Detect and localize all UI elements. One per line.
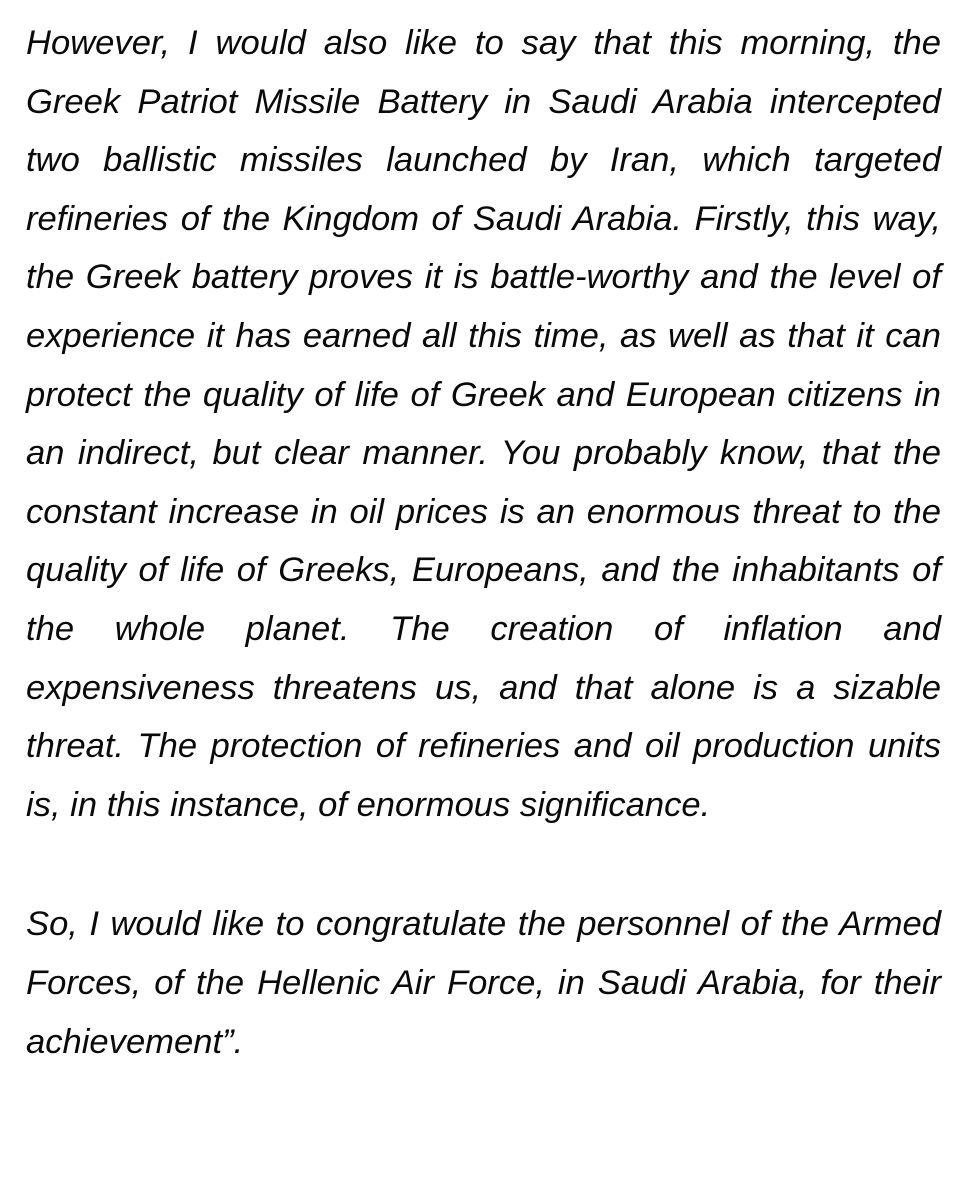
document-body [26, 14, 941, 1071]
paragraph-2: So, I would like to congratulate the personnel of the Armed Forces, of the Hellenic Air Force, in Saudi Arabia, for their achievement”. [26, 905, 941, 1061]
paragraph-1: However, I would also like to say that this morning, the Greek Patriot Missile Battery in Saudi Arabia intercepted two ballistic missiles launched by Iran, which targeted refineries of the Kingdom of Saudi Arabia. Firstly, this way, the Greek battery proves it is battle-worthy and the level of experience it has earned all this time, as well as that it can protect the quality of life of Greek and European citizens in an indirect, but clear manner. You probably know, that the constant increase in oil prices is an enormous threat to the quality of life of Greeks, Europeans, and the inhabitants of the whole planet. The creation of inflation and expensiveness threatens us, and that alone is a sizable threat. The protection of refineries and oil production units is, in this instance, of enormous significance. [26, 24, 941, 824]
